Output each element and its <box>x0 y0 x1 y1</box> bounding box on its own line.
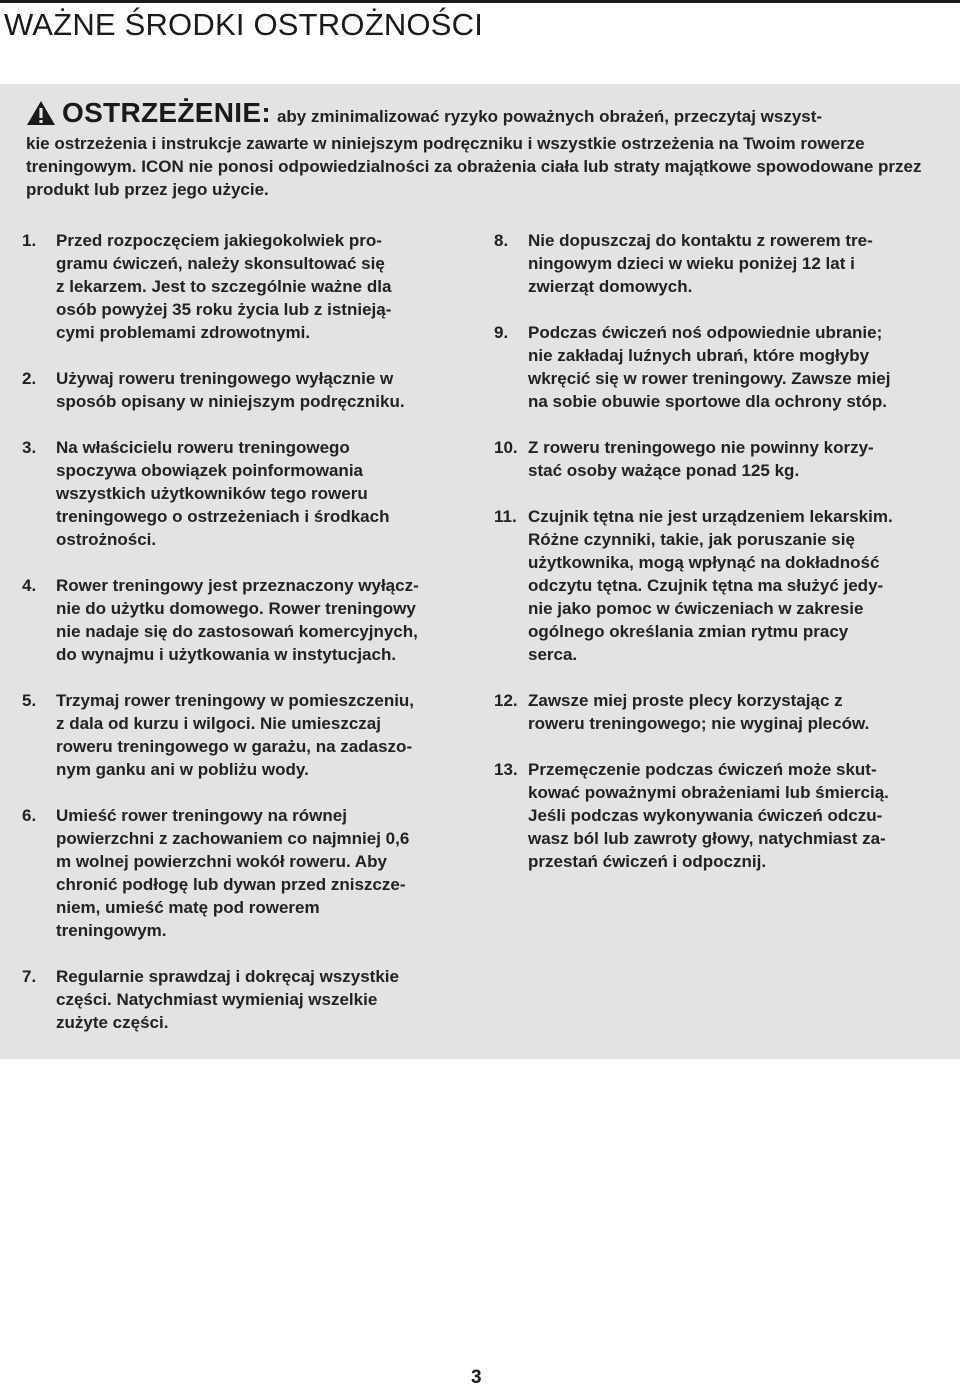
item-number: 1. <box>22 231 37 250</box>
item-number: 9. <box>494 323 509 342</box>
item-text: Trzymaj rower treningowy w pomieszczeniu, z dala od kurzu i wilgoci. Nie umieszczaj roweru treningowego w garażu, na zadaszo- nym ganku ani w pobliżu wody. <box>56 691 415 779</box>
item-number: 5. <box>22 691 37 710</box>
list-item <box>22 965 462 1034</box>
page-number: 3 <box>471 1367 482 1388</box>
right-column <box>494 229 944 873</box>
item-text: Przed rozpoczęciem jakiegokolwiek pro- gramu ćwiczeń, należy skonsultować się z lekarzem. Jest to szczególnie ważne dla osób powyżej 35 roku życia lub z istnieją- cymi problemami zdrowotnymi. <box>56 231 392 342</box>
warning-text-line1: aby zminimalizować ryzyko poważnych obrażeń, przeczytaj wszyst- <box>276 107 823 126</box>
item-text: Nie dopuszczaj do kontaktu z rowerem tre- ningowym dzieci w wieku poniżej 12 lat i zwierząt domowych. <box>528 231 873 296</box>
item-text: Używaj roweru treningowego wyłącznie w sposób opisany w niniejszym podręczniku. <box>56 369 405 411</box>
item-text: Z roweru treningowego nie powinny korzy- stać osoby ważące ponad 125 kg. <box>528 438 874 480</box>
item-text: Regularnie sprawdzaj i dokręcaj wszystkie części. Natychmiast wymieniaj wszelkie zużyte części. <box>56 967 399 1032</box>
warning-label: OSTRZEŻENIE: <box>62 97 271 128</box>
list-item <box>494 436 944 482</box>
list-item <box>22 574 462 666</box>
item-text: Na właścicielu roweru treningowego spoczywa obowiązek poinformowania wszystkich użytkowników tego roweru treningowego o ostrzeżeniach i środkach ostrożności. <box>56 438 390 549</box>
warning-intro <box>26 97 946 201</box>
list-item <box>22 367 462 413</box>
item-text: Podczas ćwiczeń noś odpowiednie ubranie; nie zakładaj luźnych ubrań, które mogłyby wkręcić się w rower treningowy. Zawsze miej na sobie obuwie sportowe dla ochrony stóp. <box>528 323 891 411</box>
item-number: 6. <box>22 806 37 825</box>
top-rule <box>0 0 960 3</box>
item-number: 2. <box>22 369 37 388</box>
item-number: 7. <box>22 967 37 986</box>
item-text: Umieść rower treningowy na równej powierzchni z zachowaniem co najmniej 0,6 m wolnej powierzchni wokół roweru. Aby chronić podłogę lub dywan przed zniszcze- niem, umieść matę pod rowerem treningowym. <box>56 806 410 940</box>
item-number: 13. <box>494 760 518 779</box>
item-number: 12. <box>494 691 518 710</box>
page-title: WAŻNE ŚRODKI OSTROŻNOŚCI <box>4 7 484 42</box>
list-item <box>22 229 462 344</box>
list-item <box>494 321 944 413</box>
item-number: 3. <box>22 438 37 457</box>
warning-text: kie ostrzeżenia i instrukcje zawarte w niniejszym podręczniku i wszystkie ostrzeżenia na Twoim rowerze treningowym. ICON nie ponosi odpowiedzialności za obrażenia ciała lub straty majątkowe spowodowane przez produkt lub przez jego użycie. <box>26 134 922 199</box>
list-item <box>22 804 462 942</box>
item-text: Czujnik tętna nie jest urządzeniem lekarskim. Różne czynniki, takie, jak poruszanie się użytkownika, mogą wpłynąć na dokładność odczytu tętna. Czujnik tętna ma służyć jedy- nie jako pomoc w ćwiczeniach w zakresie ogólnego określania zmian rytmu pracy serca. <box>528 507 893 664</box>
list-item <box>22 436 462 551</box>
item-number: 11. <box>494 507 517 526</box>
left-column <box>22 229 462 1034</box>
list-item <box>494 689 944 735</box>
item-text: Zawsze miej proste plecy korzystając z roweru treningowego; nie wyginaj pleców. <box>528 691 870 733</box>
item-number: 4. <box>22 576 37 595</box>
list-item <box>494 505 944 666</box>
warning-triangle-icon <box>26 100 56 132</box>
list-item <box>494 229 944 298</box>
item-number: 10. <box>494 438 518 457</box>
item-number: 8. <box>494 231 509 250</box>
item-text: Rower treningowy jest przeznaczony wyłącz- nie do użytku domowego. Rower treningowy nie nadaje się do zastosowań komercyjnych, do wynajmu i użytkowania w instytucjach. <box>56 576 419 664</box>
list-item <box>22 689 462 781</box>
list-item <box>494 758 944 873</box>
item-text: Przemęczenie podczas ćwiczeń może skut- kować poważnymi obrażeniami lub śmiercią. Jeśli podczas wykonywania ćwiczeń odczu- wasz ból lub zawroty głowy, natychmiast za- przestań ćwiczeń i odpocznij. <box>528 760 889 871</box>
